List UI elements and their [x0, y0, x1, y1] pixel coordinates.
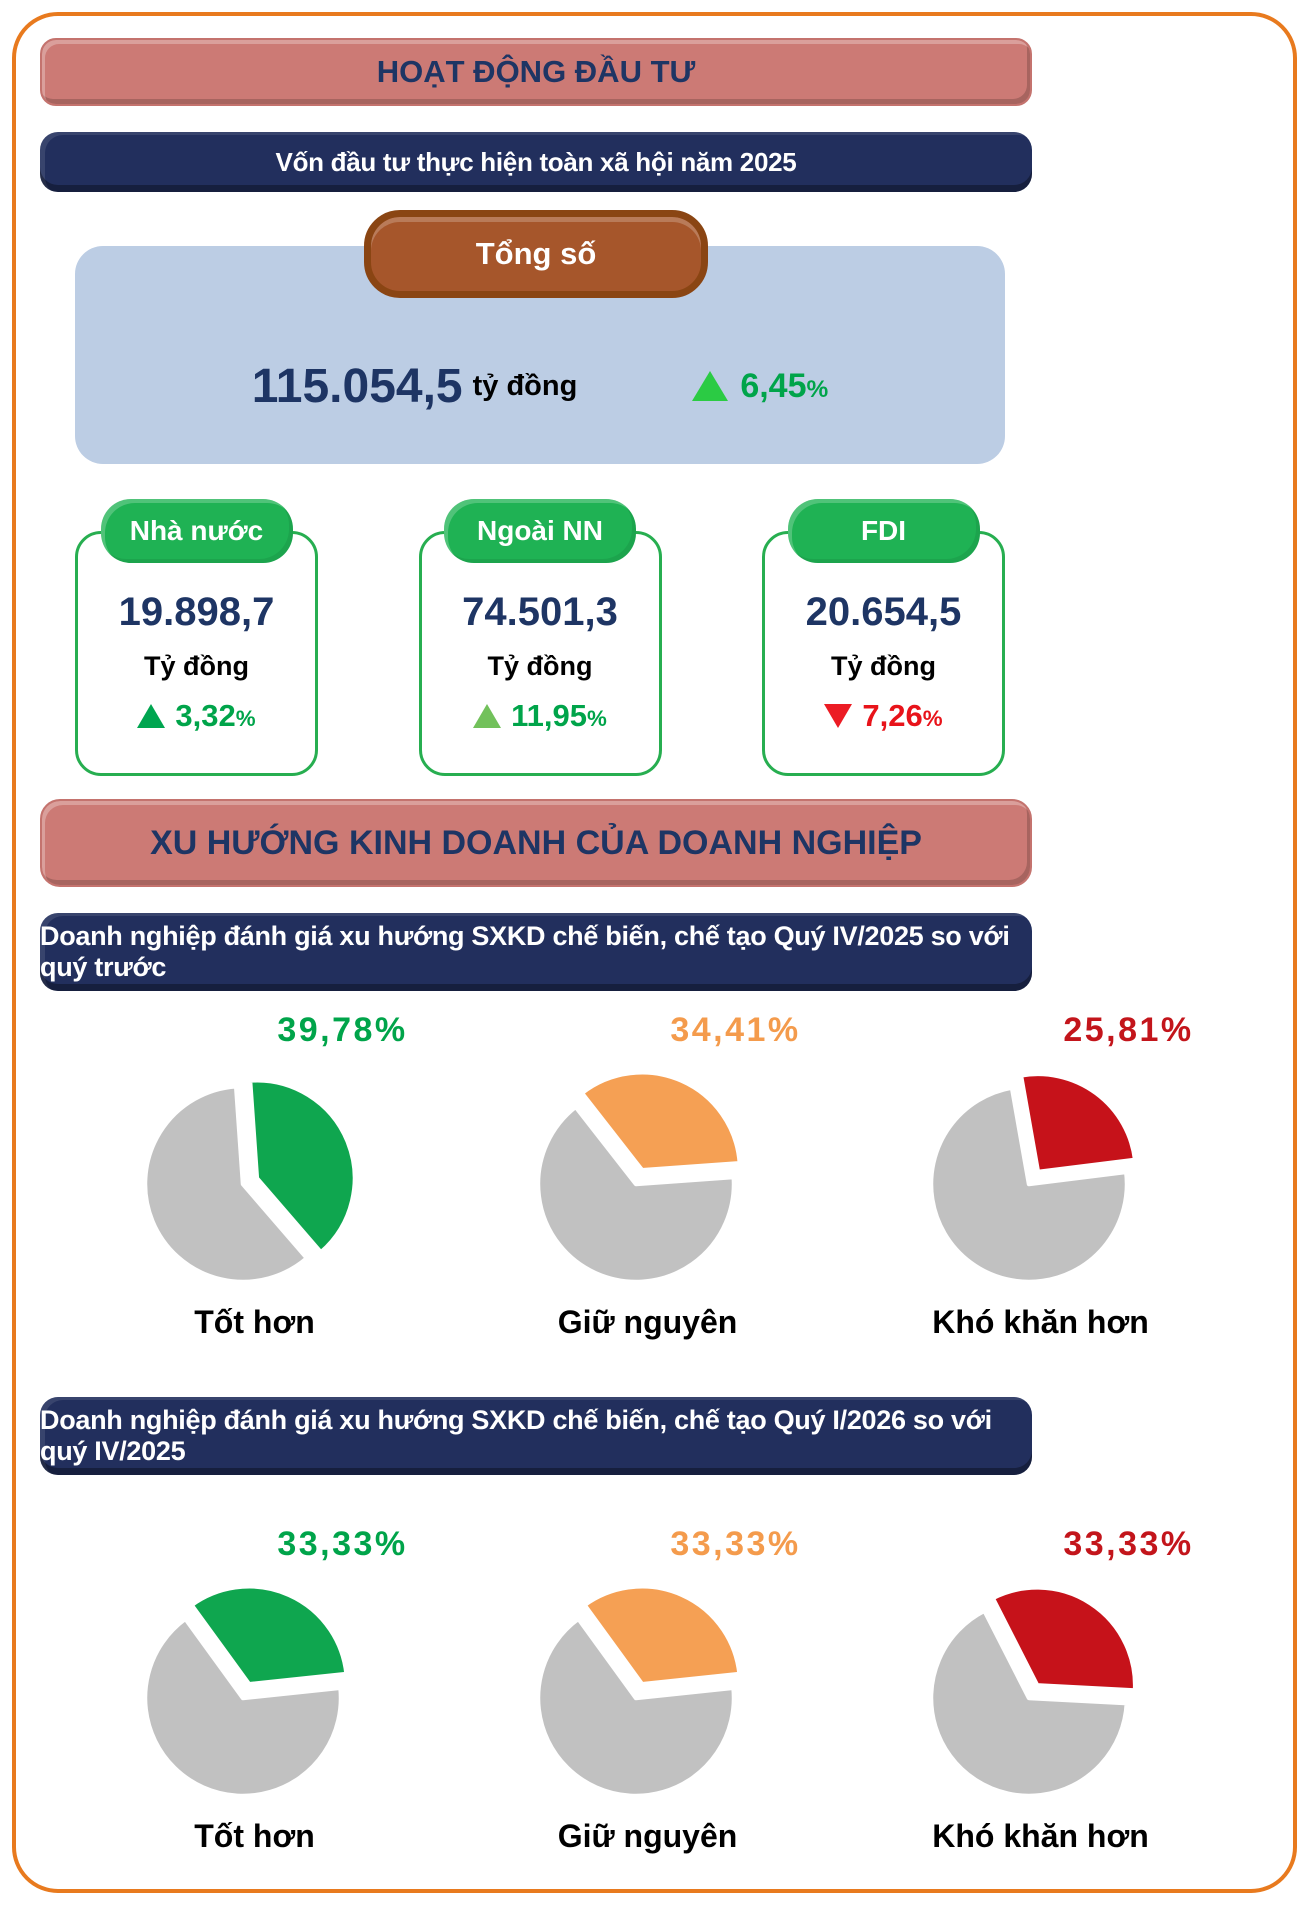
trend-banner-q1-2026: [40, 1397, 1032, 1475]
down-triangle-icon: [824, 704, 852, 728]
pie-category-label: Tốt hơn: [194, 1304, 315, 1340]
pie-percent-label: 33,33%: [1063, 1525, 1194, 1563]
investment-card-fdi: [762, 499, 1005, 782]
pie-percent-label: 39,78%: [277, 1011, 408, 1049]
pie-category-label: Tốt hơn: [194, 1818, 315, 1854]
card-change-value: 3,32%: [175, 698, 256, 733]
pie-category-label: Giữ nguyên: [557, 1304, 738, 1340]
investment-cards-row: [75, 499, 1005, 782]
pie-percent-label: 33,33%: [277, 1525, 408, 1563]
card-unit: Tỷ đồng: [831, 651, 936, 681]
card-badge-label: Nhà nước: [129, 515, 264, 546]
total-unit: tỷ đồng: [472, 369, 578, 402]
card-value: 19.898,7: [118, 590, 275, 634]
card-badge: [788, 499, 980, 563]
card-change: [137, 698, 255, 734]
up-triangle-icon: [137, 704, 165, 728]
pie-row-q1-2026: [58, 1525, 1238, 1855]
investment-card-ngoai-nn: [419, 499, 662, 782]
total-change: [692, 367, 828, 406]
card-badge: [101, 499, 293, 563]
investment-card-nha-nuoc: [75, 499, 318, 782]
content-column: [40, 38, 1194, 1855]
pie-chart-group-0: [58, 1011, 451, 1341]
pie-category-label: Khó khăn hơn: [932, 1304, 1149, 1340]
pie-chart: [901, 1566, 1181, 1814]
card-body: [419, 531, 662, 776]
card-body: [762, 531, 1005, 776]
card-unit: Tỷ đồng: [487, 651, 593, 681]
pie-percent-label: 33,33%: [670, 1525, 801, 1563]
card-value: 74.501,3: [462, 590, 618, 634]
total-value: 115.054,5: [251, 359, 463, 413]
card-change-value: 11,95%: [511, 698, 607, 733]
total-investment-block: [40, 210, 1032, 464]
card-badge: [444, 499, 636, 563]
investment-section-banner: [40, 132, 1032, 192]
pie-chart: [508, 1052, 788, 1300]
up-triangle-icon: [692, 371, 728, 401]
pie-row-q4-2025: [58, 1011, 1238, 1341]
business-trend-title: XU HƯỚNG KINH DOANH CỦA DOANH NGHIỆP: [150, 823, 922, 862]
pie-chart: [508, 1566, 788, 1814]
pie-chart-group-2: [844, 1525, 1237, 1855]
card-change: [473, 698, 607, 734]
investment-banner-label: Vốn đầu tư thực hiện toàn xã hội năm 2025: [275, 146, 797, 177]
card-badge-label: Ngoài NN: [477, 515, 603, 546]
total-badge-label: Tổng số: [475, 236, 597, 271]
card-body: [75, 531, 318, 776]
card-badge-label: FDI: [860, 515, 907, 546]
card-change: [824, 698, 942, 734]
trend-banner-label: Doanh nghiệp đánh giá xu hướng SXKD chế biến, chế tạo Quý IV/2025 so với quý trước: [40, 921, 1010, 982]
main-header-banner: [40, 38, 1032, 106]
pie-percent-label: 25,81%: [1063, 1011, 1194, 1049]
pie-percent-label: 34,41%: [670, 1011, 801, 1049]
business-trend-header-banner: [40, 799, 1032, 887]
page-title: HOẠT ĐỘNG ĐẦU TƯ: [376, 54, 696, 89]
trend-banner-q4-2025: [40, 913, 1032, 991]
up-triangle-icon: [473, 704, 501, 728]
pie-chart: [901, 1052, 1181, 1300]
pie-chart: [115, 1052, 395, 1300]
card-change-value: 7,26%: [862, 698, 943, 733]
card-unit: Tỷ đồng: [144, 651, 249, 681]
total-change-value: 6,45%: [740, 366, 829, 405]
pie-chart-group-0: [58, 1525, 451, 1855]
pie-chart-group-1: [451, 1011, 844, 1341]
pie-chart: [115, 1566, 395, 1814]
total-badge: [364, 210, 708, 298]
card-value: 20.654,5: [805, 590, 962, 634]
pie-chart-group-2: [844, 1011, 1237, 1341]
pie-category-label: Khó khăn hơn: [932, 1818, 1149, 1854]
pie-chart-group-1: [451, 1525, 844, 1855]
trend-banner-label: Doanh nghiệp đánh giá xu hướng SXKD chế biến, chế tạo Quý I/2026 so với quý IV/2025: [40, 1405, 992, 1466]
pie-category-label: Giữ nguyên: [557, 1818, 738, 1854]
